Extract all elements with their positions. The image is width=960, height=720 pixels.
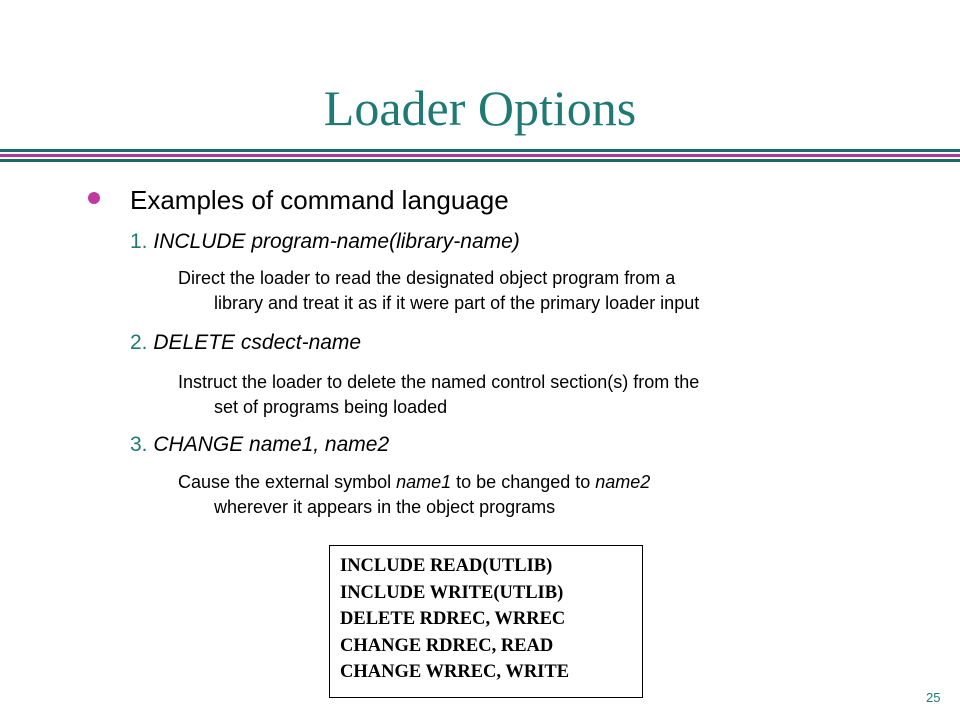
- page-number: 25: [926, 690, 941, 705]
- code-line: CHANGE RDREC, READ: [340, 635, 554, 656]
- bullet-icon: [88, 192, 100, 204]
- list-item-1-heading: [130, 228, 520, 256]
- description-line: library and treat it as if it were part of the primary loader input: [214, 293, 700, 313]
- symbol-name1: name1: [396, 472, 452, 492]
- code-example-box: [329, 545, 643, 698]
- description-line: Instruct the loader to delete the named control section(s) from the: [178, 372, 700, 392]
- list-item-command: CHANGE name1, name2: [153, 433, 390, 456]
- list-item-2-heading: [130, 329, 361, 357]
- symbol-name2: name2: [595, 472, 651, 492]
- list-item-3-heading: [130, 431, 389, 459]
- list-item-3-description: [178, 470, 868, 520]
- list-item-number: 3.: [130, 433, 148, 456]
- code-line: INCLUDE WRITE(UTLIB): [340, 582, 564, 603]
- description-text: Cause the external symbol: [178, 472, 397, 492]
- divider-rule-magenta: [0, 154, 960, 157]
- main-bullet-text: Examples of command language: [130, 185, 509, 215]
- divider-rule-teal-2: [0, 159, 960, 162]
- description-line: set of programs being loaded: [214, 397, 448, 417]
- list-item-number: 2.: [130, 331, 148, 354]
- title-divider: [0, 149, 960, 164]
- code-line: INCLUDE READ(UTLIB): [340, 556, 553, 576]
- list-item-number: 1.: [130, 230, 148, 253]
- slide-title: Loader Options: [323, 80, 637, 136]
- description-text: to be changed to: [451, 472, 596, 492]
- divider-rule-teal: [0, 149, 960, 152]
- description-line: wherever it appears in the object programs: [214, 497, 556, 517]
- code-line: DELETE RDREC, WRREC: [340, 609, 566, 630]
- code-line: CHANGE WRREC, WRITE: [340, 662, 570, 683]
- description-line: Direct the loader to read the designated object program from a: [178, 268, 676, 288]
- list-item-command: DELETE csdect-name: [153, 331, 362, 354]
- list-item-2-description: [178, 370, 868, 420]
- list-item-1-description: [178, 266, 868, 316]
- list-item-command: INCLUDE program-name(library-name): [153, 230, 520, 253]
